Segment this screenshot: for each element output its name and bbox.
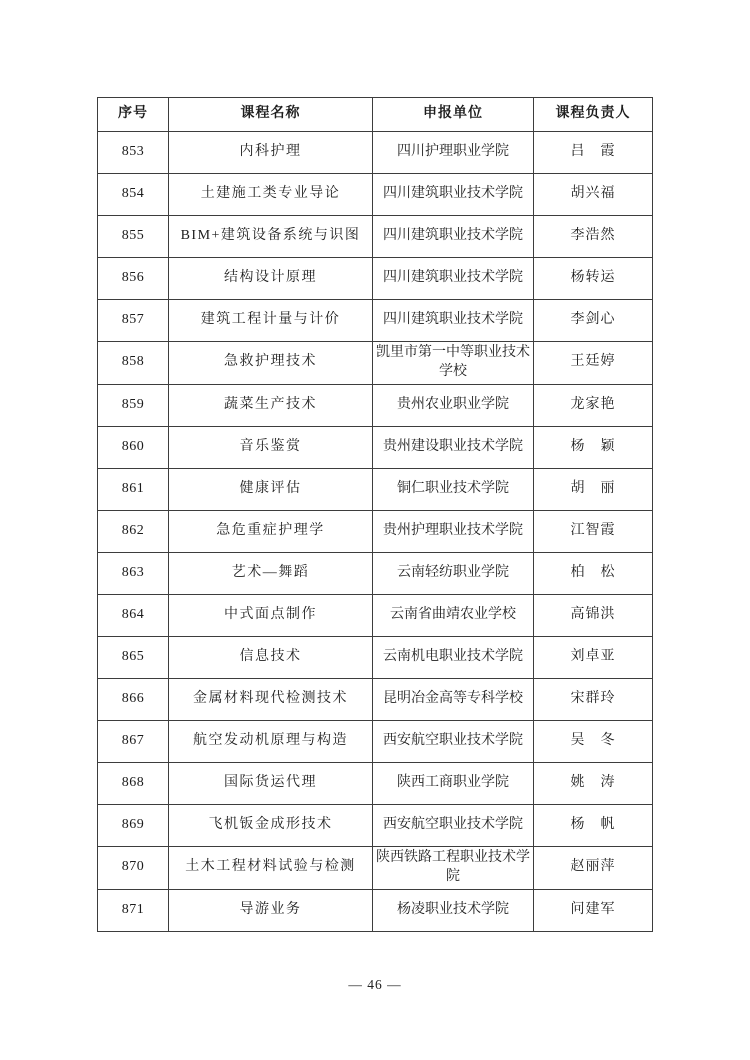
cell-serial-number: 871 xyxy=(98,889,169,931)
cell-course-leader: 胡 丽 xyxy=(534,468,653,510)
table-row xyxy=(98,258,653,300)
cell-course-name: 金属材料现代检测技术 xyxy=(169,678,373,720)
cell-applicant-unit: 四川建筑职业技术学院 xyxy=(373,300,534,342)
cell-applicant-unit: 云南省曲靖农业学校 xyxy=(373,594,534,636)
cell-serial-number: 865 xyxy=(98,636,169,678)
cell-course-name: 中式面点制作 xyxy=(169,594,373,636)
cell-course-leader: 杨转运 xyxy=(534,258,653,300)
cell-serial-number: 868 xyxy=(98,762,169,804)
cell-course-name: 健康评估 xyxy=(169,468,373,510)
cell-course-leader: 赵丽萍 xyxy=(534,846,653,889)
table-row xyxy=(98,426,653,468)
cell-course-leader: 王廷婷 xyxy=(534,342,653,385)
page-number: — 46 — xyxy=(348,977,402,992)
cell-course-leader: 胡兴福 xyxy=(534,174,653,216)
cell-applicant-unit: 西安航空职业技术学院 xyxy=(373,804,534,846)
cell-serial-number: 858 xyxy=(98,342,169,385)
cell-course-name: 急救护理技术 xyxy=(169,342,373,385)
header-serial-number: 序号 xyxy=(98,98,169,132)
header-course-name: 课程名称 xyxy=(169,98,373,132)
cell-serial-number: 870 xyxy=(98,846,169,889)
cell-course-leader: 李浩然 xyxy=(534,216,653,258)
table-row xyxy=(98,636,653,678)
table-header xyxy=(98,98,653,132)
cell-serial-number: 859 xyxy=(98,384,169,426)
cell-course-leader: 问建军 xyxy=(534,889,653,931)
cell-course-name: 土木工程材料试验与检测 xyxy=(169,846,373,889)
cell-applicant-unit: 四川护理职业学院 xyxy=(373,132,534,174)
table-row xyxy=(98,552,653,594)
cell-course-leader: 姚 涛 xyxy=(534,762,653,804)
cell-applicant-unit: 陕西铁路工程职业技术学院 xyxy=(373,846,534,889)
cell-applicant-unit: 四川建筑职业技术学院 xyxy=(373,216,534,258)
cell-serial-number: 853 xyxy=(98,132,169,174)
cell-serial-number: 862 xyxy=(98,510,169,552)
course-table-body xyxy=(98,132,653,932)
cell-course-leader: 宋群玲 xyxy=(534,678,653,720)
header-row xyxy=(98,98,653,132)
cell-course-name: 内科护理 xyxy=(169,132,373,174)
cell-course-name: 急危重症护理学 xyxy=(169,510,373,552)
cell-serial-number: 863 xyxy=(98,552,169,594)
cell-course-leader: 龙家艳 xyxy=(534,384,653,426)
header-course-leader: 课程负责人 xyxy=(534,98,653,132)
course-list-table xyxy=(97,97,653,932)
table-row xyxy=(98,804,653,846)
table-row xyxy=(98,468,653,510)
table-row xyxy=(98,720,653,762)
cell-serial-number: 866 xyxy=(98,678,169,720)
cell-course-name: 导游业务 xyxy=(169,889,373,931)
cell-applicant-unit: 云南轻纺职业学院 xyxy=(373,552,534,594)
cell-course-name: 建筑工程计量与计价 xyxy=(169,300,373,342)
cell-applicant-unit: 铜仁职业技术学院 xyxy=(373,468,534,510)
cell-course-leader: 江智霞 xyxy=(534,510,653,552)
table-row xyxy=(98,889,653,931)
cell-applicant-unit: 贵州农业职业学院 xyxy=(373,384,534,426)
cell-serial-number: 860 xyxy=(98,426,169,468)
cell-course-name: BIM+建筑设备系统与识图 xyxy=(169,216,373,258)
cell-course-leader: 柏 松 xyxy=(534,552,653,594)
cell-course-name: 蔬菜生产技术 xyxy=(169,384,373,426)
table-row xyxy=(98,510,653,552)
cell-course-leader: 杨 帆 xyxy=(534,804,653,846)
cell-course-leader: 吴 冬 xyxy=(534,720,653,762)
cell-applicant-unit: 凯里市第一中等职业技术学校 xyxy=(373,342,534,385)
table-row xyxy=(98,846,653,889)
cell-applicant-unit: 陕西工商职业学院 xyxy=(373,762,534,804)
cell-course-leader: 李剑心 xyxy=(534,300,653,342)
cell-applicant-unit: 西安航空职业技术学院 xyxy=(373,720,534,762)
cell-course-name: 音乐鉴赏 xyxy=(169,426,373,468)
cell-serial-number: 861 xyxy=(98,468,169,510)
table-row xyxy=(98,216,653,258)
cell-course-leader: 吕 霞 xyxy=(534,132,653,174)
cell-serial-number: 867 xyxy=(98,720,169,762)
cell-serial-number: 855 xyxy=(98,216,169,258)
cell-course-name: 信息技术 xyxy=(169,636,373,678)
cell-serial-number: 864 xyxy=(98,594,169,636)
cell-course-name: 艺术—舞蹈 xyxy=(169,552,373,594)
table-row xyxy=(98,174,653,216)
cell-applicant-unit: 杨凌职业技术学院 xyxy=(373,889,534,931)
cell-course-name: 结构设计原理 xyxy=(169,258,373,300)
cell-course-leader: 刘卓亚 xyxy=(534,636,653,678)
cell-course-name: 国际货运代理 xyxy=(169,762,373,804)
cell-applicant-unit: 昆明冶金高等专科学校 xyxy=(373,678,534,720)
table-row xyxy=(98,342,653,385)
cell-course-name: 航空发动机原理与构造 xyxy=(169,720,373,762)
table-row xyxy=(98,594,653,636)
cell-course-name: 土建施工类专业导论 xyxy=(169,174,373,216)
header-applicant-unit: 申报单位 xyxy=(373,98,534,132)
cell-applicant-unit: 贵州护理职业技术学院 xyxy=(373,510,534,552)
table-row xyxy=(98,678,653,720)
table-row xyxy=(98,762,653,804)
cell-applicant-unit: 贵州建设职业技术学院 xyxy=(373,426,534,468)
cell-applicant-unit: 云南机电职业技术学院 xyxy=(373,636,534,678)
cell-course-name: 飞机钣金成形技术 xyxy=(169,804,373,846)
cell-serial-number: 856 xyxy=(98,258,169,300)
cell-serial-number: 854 xyxy=(98,174,169,216)
table-row xyxy=(98,132,653,174)
cell-applicant-unit: 四川建筑职业技术学院 xyxy=(373,174,534,216)
cell-course-leader: 杨 颖 xyxy=(534,426,653,468)
cell-course-leader: 高锦洪 xyxy=(534,594,653,636)
cell-serial-number: 869 xyxy=(98,804,169,846)
table-row xyxy=(98,384,653,426)
table-row xyxy=(98,300,653,342)
cell-applicant-unit: 四川建筑职业技术学院 xyxy=(373,258,534,300)
cell-serial-number: 857 xyxy=(98,300,169,342)
